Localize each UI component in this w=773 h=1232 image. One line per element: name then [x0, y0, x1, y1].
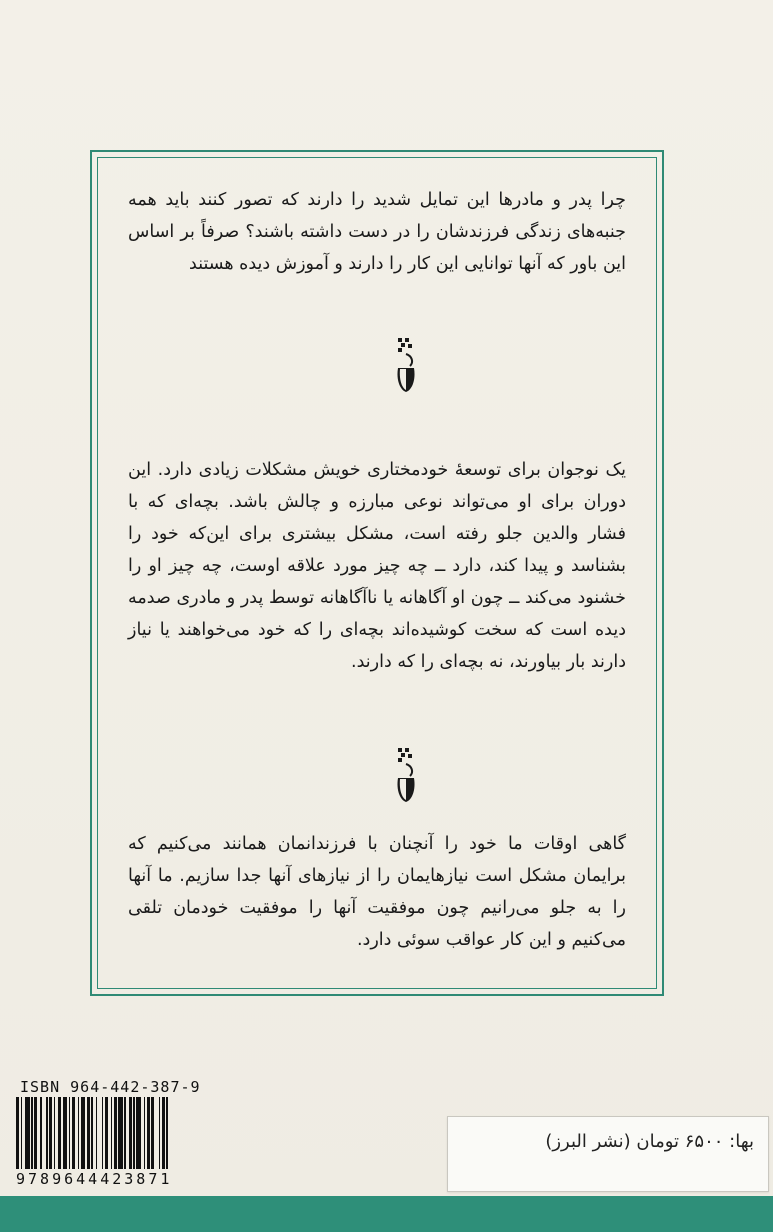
- flower-vase-ornament-icon: [392, 746, 420, 806]
- isbn-label: ISBN 964-442-387-9: [20, 1078, 201, 1096]
- price-sticker: [447, 1116, 769, 1192]
- flower-vase-ornament-icon: [392, 336, 420, 396]
- barcode-digits: 9789644423871: [16, 1170, 173, 1188]
- price-label: بها: ۶۵۰۰ تومان (نشر البرز): [545, 1131, 754, 1152]
- frame-content: [128, 176, 626, 968]
- paragraph-1: چرا پدر و مادرها این تمایل شدید را دارند که تصور کنند باید همه جنبه‌های زندگی فرزندشان را در دست داشته باشند؟ صرفاً بر اساس این باور که آنها توانایی این کار را دارند و آموزش دیده هستند: [128, 190, 626, 274]
- paragraph-3: گاهی اوقات ما خود را آنچنان با فرزندانمان همانند می‌کنیم که برایمان مشکل است نیازهایمان را از نیازهای آنها جدا سازیم. ما آنها را به جلو می‌رانیم چون موفقیت آنها را موفقیت خودمان تلقی می‌کنیم و این کار عواقب سوئی دارد.: [128, 834, 626, 950]
- text-frame-inner: [97, 157, 657, 989]
- bottom-color-band: [0, 1196, 773, 1232]
- text-frame: [90, 150, 664, 996]
- barcode-bar: [168, 1097, 171, 1169]
- barcode: [16, 1097, 219, 1169]
- paragraph-2: یک نوجوان برای توسعهٔ خودمختاری خویش مشکلات زیادی دارد. این دوران برای او می‌تواند نوعی مبارزه و چالش باشد. بچه‌ای که با فشار والدین جلو رفته است، مشکل بیشتری برای این‌که خود را بشناسد و پیدا کند، دارد ــ چه چیز مورد علاقه اوست، چه چیز او را خشنود می‌کند ــ چون او آگاهانه یا ناآگاهانه توسط پدر و مادری صدمه دیده است که سخت کوشیده‌اند بچه‌ای را که خود می‌خواهند یا نیاز دارند بار بیاورند، نه بچه‌ای را که دارند.: [128, 460, 626, 672]
